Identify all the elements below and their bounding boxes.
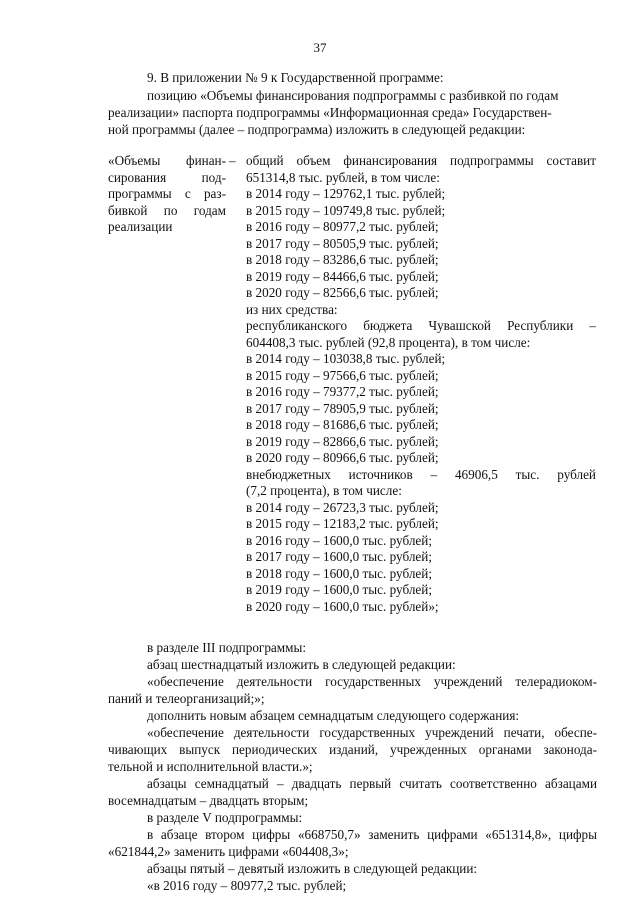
intro-line: позицию «Объемы финансирования подпрограммы с разбивкой по годам: [147, 88, 559, 103]
intro-heading: 9. В приложении № 9 к Государственной программе:: [147, 70, 444, 85]
section3-paragraph: «обеспечение деятельности государственных учреждений телерадиоком-: [147, 674, 597, 689]
section3-paragraph: абзацы семнадцатый – двадцать первый считать соответственно абзацами: [147, 776, 597, 791]
section3-paragraph: в разделе III подпрограммы:: [147, 640, 307, 655]
page-number: 37: [313, 40, 327, 55]
intro-line: реализации» паспорта подпрограммы «Информационная среда» Государствен-: [108, 105, 552, 120]
section3-paragraph: абзац шестнадцатый изложить в следующей редакции:: [147, 657, 456, 672]
intro-line: ной программы (далее – подпрограмма) изложить в следующей редакции:: [108, 122, 526, 137]
section5-paragraph: «621844,2» заменить цифрами «604408,3»;: [108, 844, 349, 859]
section3-paragraph: дополнить новым абзацем семнадцатым следующего содержания:: [147, 708, 520, 723]
section5-paragraph: абзацы пятый – девятый изложить в следующей редакции:: [147, 861, 478, 876]
section5-paragraph: в разделе V подпрограммы:: [147, 810, 303, 825]
section3-paragraph: чивающих выпуск периодических изданий, учрежденных органами законода-: [108, 742, 597, 757]
section5-paragraph: в абзаце втором цифры «668750,7» заменить цифрами «651314,8», цифры: [147, 827, 597, 842]
section3-paragraph: «обеспечение деятельности государственных учреждений печати, обеспе-: [147, 725, 597, 740]
table-dash: –: [229, 153, 236, 168]
section3-paragraph: восемнадцатым – двадцать вторым;: [108, 793, 309, 808]
section3-paragraph: паний и телеорганизаций;»;: [108, 691, 265, 706]
section3-paragraph: тельной и исполнительной власти.»;: [108, 759, 313, 774]
section5-paragraph: «в 2016 году – 80977,2 тыс. рублей;: [147, 878, 347, 893]
